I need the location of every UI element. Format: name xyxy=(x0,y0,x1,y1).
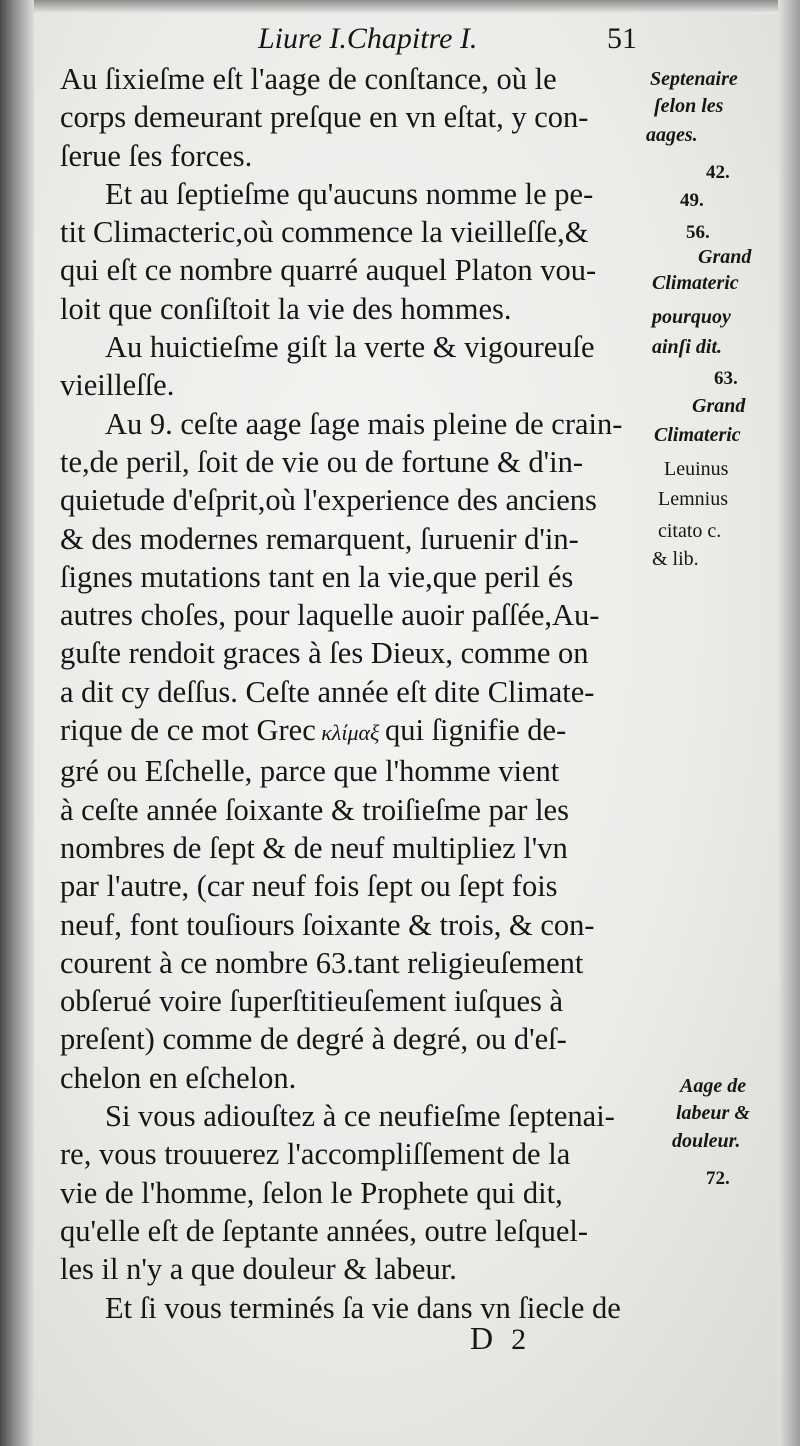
text-line: à ceſte année ſoixante & troiſieſme par les xyxy=(60,792,569,827)
text-line: tit Climacteric,où commence la vieilleſſe,& xyxy=(60,215,589,250)
text-line: re, vous trouuerez l'accompliſſement de la xyxy=(60,1137,571,1172)
margin-note: 56. xyxy=(686,222,710,243)
text-line: neuf, font touſiours ſoixante & trois, & con- xyxy=(60,907,595,942)
paragraph xyxy=(60,328,660,405)
text-line: loit que conſiſtoit la vie des hommes. xyxy=(60,291,512,326)
margin-note: 42. xyxy=(706,162,730,183)
text-line: quietude d'eſprit,où l'experience des anciens xyxy=(60,483,597,518)
text-line: chelon en eſchelon. xyxy=(60,1060,297,1095)
text-line: Et ſi vous terminés ſa vie dans vn ſiecle de xyxy=(105,1290,621,1325)
paragraph xyxy=(60,175,660,328)
margin-note: Leuinus xyxy=(664,458,729,480)
paragraph xyxy=(60,60,660,175)
text-line: te,de peril, ſoit de vie ou de fortune & d'in- xyxy=(60,444,583,479)
text-line: Au 9. ceſte aage ſage mais pleine de crain- xyxy=(105,406,623,441)
text-line: & des modernes remarquent, ſuruenir d'in- xyxy=(60,521,579,556)
greek-word: κλίμαξ xyxy=(315,720,385,746)
text-line: Au ſixieſme eſt l'aage de conſtance, où le xyxy=(60,62,557,96)
margin-note: labeur & xyxy=(676,1102,750,1124)
text-line: gré ou Eſchelle, parce que l'homme vient xyxy=(60,754,560,789)
margin-note: Lemnius xyxy=(658,488,728,510)
margin-note: douleur. xyxy=(672,1130,741,1152)
paragraph xyxy=(60,405,660,1097)
margin-note: Grand xyxy=(692,395,746,417)
paragraph xyxy=(60,1097,660,1288)
text-line: nombres de ſept & de neuf multipliez l'vn xyxy=(60,830,568,865)
margin-notes xyxy=(646,0,786,1446)
text-line: ſerue ſes forces. xyxy=(60,138,253,173)
text-line: a dit cy deſſus. Ceſte année eſt dite Climate- xyxy=(60,674,595,709)
margin-note: & lib. xyxy=(652,548,699,570)
main-text-block xyxy=(60,60,660,1327)
margin-note: Aage de xyxy=(680,1075,747,1097)
greek-continuation: qui ſignifie de- xyxy=(384,713,567,748)
margin-note: aages. xyxy=(646,124,698,146)
margin-note: ſelon les xyxy=(654,95,724,117)
text-line: preſent) comme de degré à degré, ou d'eſ- xyxy=(60,1022,567,1057)
signature-letter: D xyxy=(470,1320,494,1356)
text-line: Et au ſeptieſme qu'aucuns nomme le pe- xyxy=(105,176,594,211)
signature-number: 2 xyxy=(511,1323,527,1356)
page-gutter-shadow xyxy=(0,0,34,1446)
margin-note: Septenaire xyxy=(650,68,738,90)
text-line: rique de ce mot Grec κλίμαξ qui ſignifie de- xyxy=(60,713,567,748)
text-line: les il n'y a que douleur & labeur. xyxy=(60,1252,457,1287)
signature-mark xyxy=(470,1320,526,1357)
margin-note: Climateric xyxy=(654,424,741,446)
margin-note: Climateric xyxy=(652,272,739,294)
paragraph xyxy=(60,1289,660,1327)
text-line: vieilleſſe. xyxy=(60,368,175,403)
text-line: qu'elle eſt de ſeptante années, outre leſquel- xyxy=(60,1213,589,1248)
margin-note: ainſi dit. xyxy=(652,336,723,358)
running-title: Liure I.Chapitre I. xyxy=(258,22,478,55)
margin-note: citato c. xyxy=(658,520,722,542)
text-line: autres choſes, pour laquelle auoir paſſée,Au- xyxy=(60,598,600,633)
text-line: courent à ce nombre 63.tant religieuſement xyxy=(60,945,584,980)
text-line: obſerué voire ſuperſtitieuſement iuſques à xyxy=(60,984,564,1019)
margin-note: Grand xyxy=(698,246,752,268)
text-line: ſignes mutations tant en la vie,que peril és xyxy=(60,559,574,594)
margin-note: pourquoy xyxy=(652,306,731,328)
text-line: Si vous adiouſtez à ce neufieſme ſeptenai- xyxy=(105,1099,615,1134)
margin-note: 49. xyxy=(680,190,704,211)
margin-note: 63. xyxy=(714,368,738,389)
margin-note: 72. xyxy=(706,1168,730,1189)
text-line: corps demeurant preſque en vn eſtat, y con- xyxy=(60,100,589,135)
text-line: vie de l'homme, ſelon le Prophete qui dit, xyxy=(60,1175,563,1210)
page-number: 51 xyxy=(607,22,637,55)
text-line: guſte rendoit graces à ſes Dieux, comme on xyxy=(60,636,589,671)
text-line: par l'autre, (car neuf fois ſept ou ſept fois xyxy=(60,869,558,904)
text-line: qui eſt ce nombre quarré auquel Platon vou- xyxy=(60,253,597,288)
text-line: Au huictieſme giſt la verte & vigoureuſe xyxy=(105,330,595,365)
